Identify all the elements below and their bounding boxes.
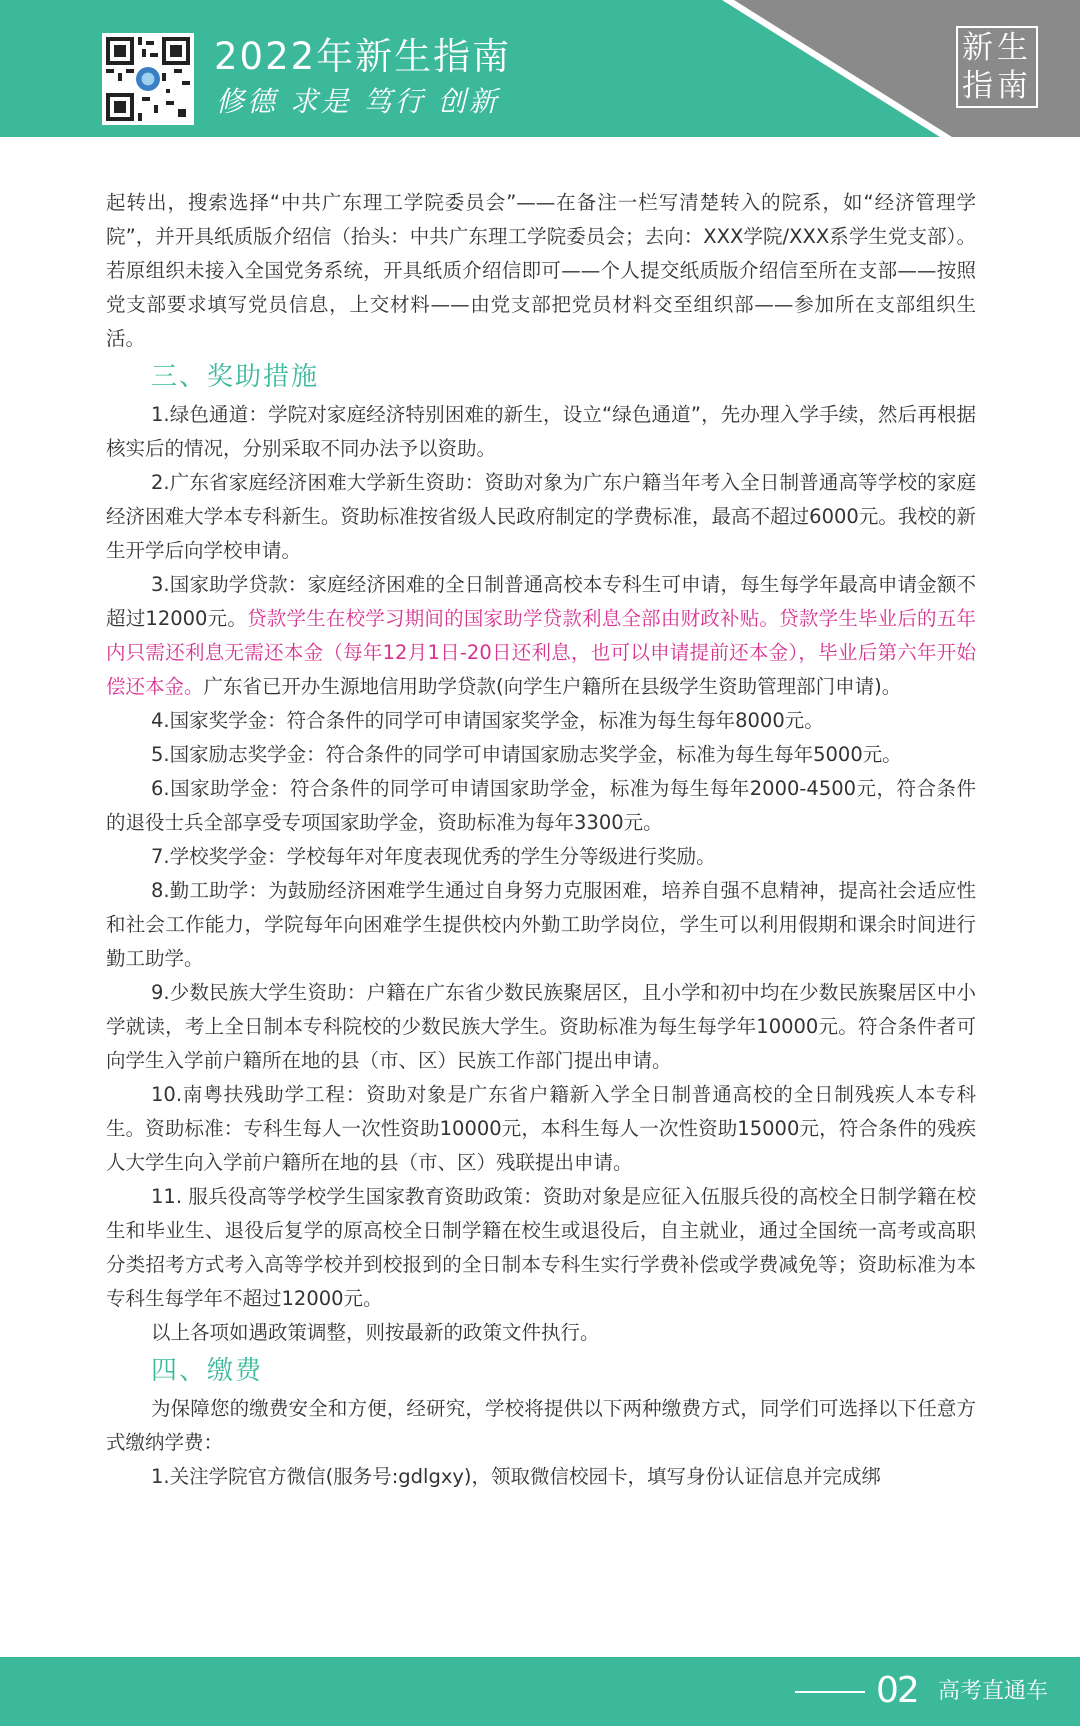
loan-text-highlight: 贷款学生在校学习期间的国家助学贷款利息全部由财政补贴。贷款学生毕业后的五年内只需还利息无需还本金（每年12月1日-20日还利息，也可以申请提前还本金），毕业后第六年开始偿还本金。 (106, 607, 976, 698)
section-heading-payment: 四、缴费 (151, 1356, 264, 1386)
section-heading-awards: 三、奖助措施 (151, 362, 320, 392)
badge-line-2: 指南 (962, 68, 1032, 104)
loan-text-outro: 广东省已开办生源地信用助学贷款(向学生户籍所在县级学生资助管理部门申请)。 (203, 675, 902, 698)
page-number: 02 (876, 1670, 918, 1711)
paragraph-minority-aid: 9.少数民族大学生资助：户籍在广东省少数民族聚居区，且小学和初中均在少数民族聚居区中小学就读，考上全日制本专科院校的少数民族大学生。资助标准为每生每学年10000元。符合条件者可向学生入学前户籍所在地的县（市、区）民族工作部门提出申请。 (106, 981, 976, 1072)
paragraph-military-aid: 11. 服兵役高等学校学生国家教育资助政策：资助对象是应征入伍服兵役的高校全日制学籍在校生和毕业生、退役后复学的原高校全日制学籍在校生或退役后，自主就业，通过全国统一高考或高职分类招考方式考入高等学校并到校报到的全日制本专科生实行学费补偿或学费减免等；资助标准为本专科生每学年不超过12000元。 (106, 1185, 976, 1310)
paragraph-student-loan (106, 568, 976, 704)
school-motto: 修德 求是 笃行 创新 (216, 85, 500, 118)
footer-brand: 高考直通车 (938, 1679, 1049, 1704)
paragraph-payment-intro: 为保障您的缴费安全和方便，经研究，学校将提供以下两种缴费方式，同学们可选择以下任意方式缴纳学费： (106, 1397, 976, 1454)
paragraph-national-grant: 6.国家助学金：符合条件的同学可申请国家助学金，标准为每生每年2000-4500元，符合条件的退役士兵全部享受专项国家助学金，资助标准为每年3300元。 (106, 777, 976, 834)
paragraph-green-channel: 1.绿色通道：学院对家庭经济特别困难的新生，设立“绿色通道”，先办理入学手续，然后再根据核实后的情况，分别采取不同办法予以资助。 (106, 403, 976, 460)
loan-text-intro: 3.国家助学贷款：家庭经济困难的全日制普通高校本专科生可申请，每生每学年最高申请金额不超过12000元。 (106, 573, 976, 630)
paragraph-continued: 起转出，搜索选择“中共广东理工学院委员会”——在备注一栏写清楚转入的院系，如“经济管理学院”，并开具纸质版介绍信（抬头：中共广东理工学院委员会；去向：XXX学院/XXX系学生党支部）。若原组织未接入全国党务系统，开具纸质介绍信即可——个人提交纸质版介绍信至所在支部——按照党支部要求填写党员信息，上交材料——由党支部把党员材料交至组织部——参加所在支部组织生活。 (106, 191, 976, 350)
paragraph-motivation-scholarship: 5.国家励志奖学金：符合条件的同学可申请国家励志奖学金，标准为每生每年5000元。 (151, 743, 902, 766)
qr-code-icon (102, 33, 194, 125)
badge-line-1: 新生 (962, 30, 1032, 66)
paragraph-policy-note: 以上各项如遇政策调整，则按最新的政策文件执行。 (151, 1321, 600, 1344)
paragraph-provincial-aid: 2.广东省家庭经济困难大学新生资助：资助对象为广东户籍当年考入全日制普通高等学校的家庭经济困难大学本专科新生。资助标准按省级人民政府制定的学费标准，最高不超过6000元。我校的新生开学后向学校申请。 (106, 471, 976, 562)
footer-divider (795, 1691, 865, 1693)
document-body (106, 186, 976, 1494)
paragraph-disability-aid: 10.南粤扶残助学工程：资助对象是广东省户籍新入学全日制普通高校的全日制残疾人本专科生。资助标准：专科生每人一次性资助10000元，本科生每人一次性资助15000元，符合条件的残疾人大学生向入学前户籍所在地的县（市、区）残联提出申请。 (106, 1083, 976, 1174)
page-title: 2022年新生指南 (214, 35, 512, 78)
paragraph-national-scholarship: 4.国家奖学金：符合条件的同学可申请国家奖学金，标准为每生每年8000元。 (151, 709, 824, 732)
header-banner (0, 0, 1080, 137)
paragraph-work-study: 8.勤工助学：为鼓励经济困难学生通过自身努力克服困难，培养自强不息精神，提高社会适应性和社会工作能力，学院每年向困难学生提供校内外勤工助学岗位，学生可以利用假期和课余时间进行勤工助学。 (106, 879, 976, 970)
guide-badge (956, 26, 1038, 108)
paragraph-payment-method-1: 1.关注学院官方微信(服务号:gdlgxy)，领取微信校园卡，填写身份认证信息并完成绑 (151, 1465, 882, 1488)
paragraph-school-scholarship: 7.学校奖学金：学校每年对年度表现优秀的学生分等级进行奖励。 (151, 845, 716, 868)
footer-bar (0, 1657, 1080, 1726)
